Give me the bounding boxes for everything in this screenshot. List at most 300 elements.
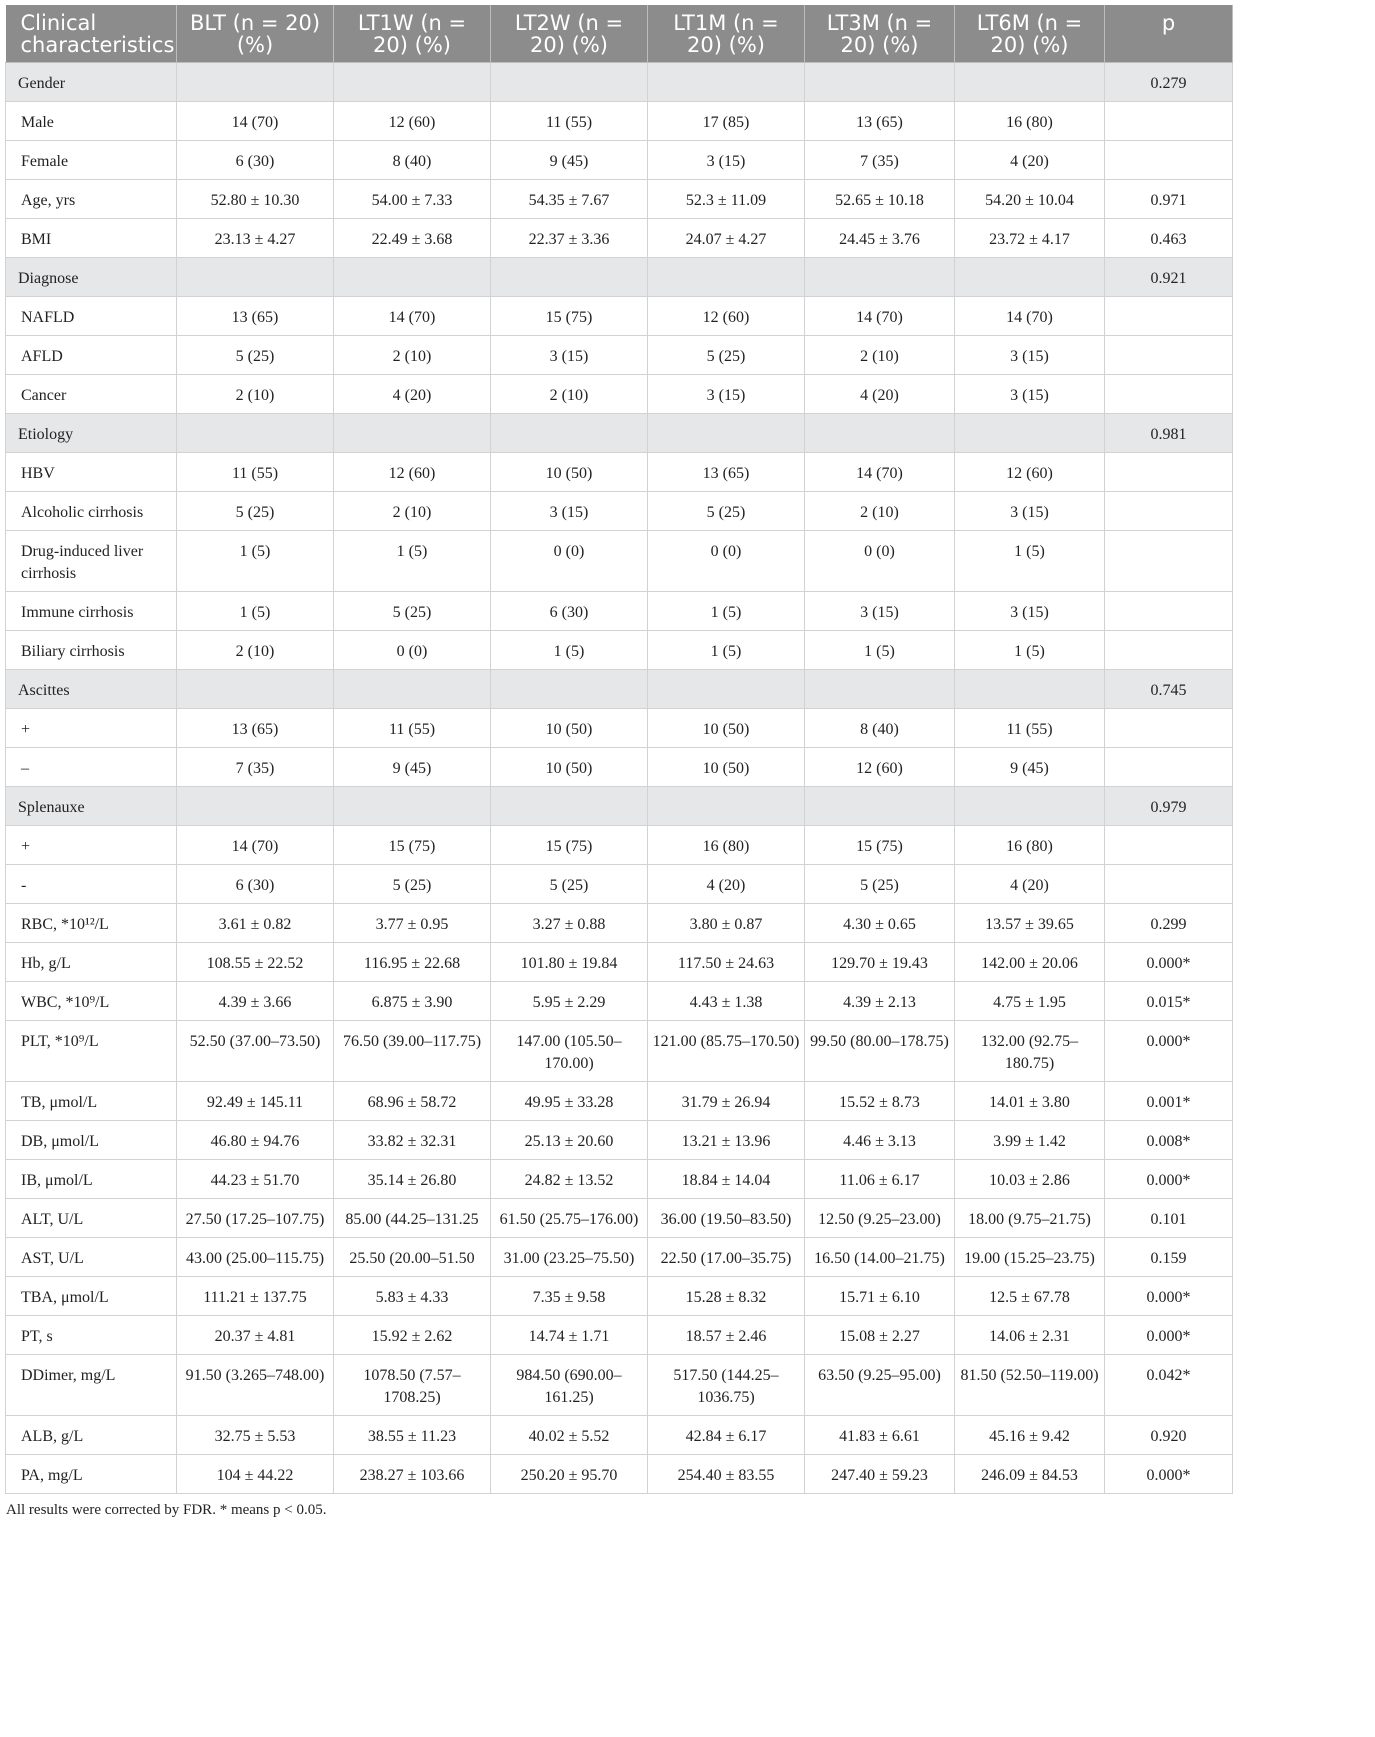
table-row: [6, 453, 1233, 492]
table-cell: 52.50 (37.00–73.50): [177, 1021, 334, 1082]
table-body: [6, 63, 1233, 1494]
table-cell: 13 (65): [177, 709, 334, 748]
table-cell: [491, 63, 648, 102]
table-cell: 142.00 ± 20.06: [955, 943, 1105, 982]
table-cell: 4.43 ± 1.38: [648, 982, 805, 1021]
table-cell: [177, 63, 334, 102]
table-cell: 15.92 ± 2.62: [334, 1316, 491, 1355]
table-cell: 15.08 ± 2.27: [805, 1316, 955, 1355]
table-cell: 31.00 (23.25–75.50): [491, 1238, 648, 1277]
table-row: [6, 748, 1233, 787]
row-label: Gender: [6, 63, 177, 102]
table-cell: 517.50 (144.25–1036.75): [648, 1355, 805, 1416]
p-value-cell: 0.159: [1105, 1238, 1233, 1277]
row-label: AST, U/L: [6, 1238, 177, 1277]
table-cell: [648, 670, 805, 709]
table-cell: 15.52 ± 8.73: [805, 1082, 955, 1121]
table-row: [6, 1160, 1233, 1199]
table-cell: 5 (25): [334, 592, 491, 631]
table-cell: 31.79 ± 26.94: [648, 1082, 805, 1121]
table-cell: 147.00 (105.50–170.00): [491, 1021, 648, 1082]
row-label: HBV: [6, 453, 177, 492]
table-cell: 121.00 (85.75–170.50): [648, 1021, 805, 1082]
table-row: [6, 982, 1233, 1021]
table-cell: 54.00 ± 7.33: [334, 180, 491, 219]
table-cell: [955, 787, 1105, 826]
table-cell: 63.50 (9.25–95.00): [805, 1355, 955, 1416]
table-row: [6, 1082, 1233, 1121]
table-cell: 1 (5): [491, 631, 648, 670]
table-cell: 0 (0): [334, 631, 491, 670]
p-value-cell: [1105, 297, 1233, 336]
table-cell: 3.77 ± 0.95: [334, 904, 491, 943]
table-cell: 116.95 ± 22.68: [334, 943, 491, 982]
table-cell: 5 (25): [177, 492, 334, 531]
table-cell: 3.80 ± 0.87: [648, 904, 805, 943]
table-cell: 1 (5): [648, 592, 805, 631]
table-cell: [334, 670, 491, 709]
table-cell: 4.46 ± 3.13: [805, 1121, 955, 1160]
table-row: [6, 492, 1233, 531]
table-cell: 10 (50): [491, 709, 648, 748]
table-cell: 14 (70): [955, 297, 1105, 336]
row-label: DB, μmol/L: [6, 1121, 177, 1160]
table-cell: 247.40 ± 59.23: [805, 1455, 955, 1494]
table-cell: 14 (70): [177, 826, 334, 865]
table-cell: 1 (5): [805, 631, 955, 670]
table-cell: 5 (25): [648, 336, 805, 375]
row-label: WBC, *10⁹/L: [6, 982, 177, 1021]
table-cell: 3 (15): [491, 336, 648, 375]
table-cell: 1 (5): [177, 592, 334, 631]
table-cell: 3.61 ± 0.82: [177, 904, 334, 943]
table-cell: 14 (70): [805, 297, 955, 336]
column-header: BLT (n = 20) (%): [177, 5, 334, 63]
table-cell: 111.21 ± 137.75: [177, 1277, 334, 1316]
table-cell: [334, 258, 491, 297]
table-cell: 13 (65): [648, 453, 805, 492]
table-cell: 12 (60): [334, 102, 491, 141]
table-cell: 85.00 (44.25–131.25: [334, 1199, 491, 1238]
table-cell: 7 (35): [805, 141, 955, 180]
table-cell: 15.71 ± 6.10: [805, 1277, 955, 1316]
table-cell: 984.50 (690.00–161.25): [491, 1355, 648, 1416]
table-cell: 1 (5): [955, 531, 1105, 592]
table-cell: 6 (30): [177, 865, 334, 904]
p-value-cell: 0.008*: [1105, 1121, 1233, 1160]
table-row: [6, 1021, 1233, 1082]
table-cell: 54.20 ± 10.04: [955, 180, 1105, 219]
p-value-cell: [1105, 336, 1233, 375]
table-cell: [177, 414, 334, 453]
table-cell: 81.50 (52.50–119.00): [955, 1355, 1105, 1416]
table-cell: [648, 787, 805, 826]
table-cell: 3 (15): [955, 336, 1105, 375]
row-label: PT, s: [6, 1316, 177, 1355]
table-cell: 1078.50 (7.57–1708.25): [334, 1355, 491, 1416]
table-cell: 9 (45): [491, 141, 648, 180]
table-cell: 24.07 ± 4.27: [648, 219, 805, 258]
table-cell: 27.50 (17.25–107.75): [177, 1199, 334, 1238]
table-cell: 22.50 (17.00–35.75): [648, 1238, 805, 1277]
table-cell: 15 (75): [334, 826, 491, 865]
table-row: [6, 1238, 1233, 1277]
row-label: Alcoholic cirrhosis: [6, 492, 177, 531]
table-cell: 14.06 ± 2.31: [955, 1316, 1105, 1355]
table-cell: [648, 414, 805, 453]
table-cell: 99.50 (80.00–178.75): [805, 1021, 955, 1082]
p-value-cell: [1105, 492, 1233, 531]
table-cell: 12 (60): [648, 297, 805, 336]
section-row: [6, 787, 1233, 826]
table-cell: 5.95 ± 2.29: [491, 982, 648, 1021]
table-cell: 3.27 ± 0.88: [491, 904, 648, 943]
table-cell: 18.57 ± 2.46: [648, 1316, 805, 1355]
table-cell: 22.49 ± 3.68: [334, 219, 491, 258]
p-value-cell: [1105, 141, 1233, 180]
table-cell: 11 (55): [177, 453, 334, 492]
table-cell: 11 (55): [334, 709, 491, 748]
table-cell: 3 (15): [491, 492, 648, 531]
table-cell: 3 (15): [805, 592, 955, 631]
row-label: Immune cirrhosis: [6, 592, 177, 631]
table-cell: 0 (0): [491, 531, 648, 592]
table-cell: 91.50 (3.265–748.00): [177, 1355, 334, 1416]
clinical-characteristics-table: [5, 5, 1233, 1494]
table-row: [6, 1277, 1233, 1316]
table-cell: 22.37 ± 3.36: [491, 219, 648, 258]
table-row: [6, 904, 1233, 943]
table-cell: 3 (15): [955, 375, 1105, 414]
table-cell: 132.00 (92.75–180.75): [955, 1021, 1105, 1082]
table-cell: 2 (10): [491, 375, 648, 414]
p-value-cell: 0.042*: [1105, 1355, 1233, 1416]
table-cell: [955, 670, 1105, 709]
table-row: [6, 336, 1233, 375]
table-cell: 32.75 ± 5.53: [177, 1416, 334, 1455]
table-cell: 246.09 ± 84.53: [955, 1455, 1105, 1494]
table-cell: 4 (20): [334, 375, 491, 414]
p-value-cell: 0.001*: [1105, 1082, 1233, 1121]
table-cell: 4.30 ± 0.65: [805, 904, 955, 943]
table-cell: [334, 414, 491, 453]
table-cell: 250.20 ± 95.70: [491, 1455, 648, 1494]
p-value-cell: [1105, 375, 1233, 414]
table-cell: [955, 258, 1105, 297]
row-label: ALB, g/L: [6, 1416, 177, 1455]
table-cell: 14.01 ± 3.80: [955, 1082, 1105, 1121]
table-cell: 5 (25): [491, 865, 648, 904]
table-cell: 2 (10): [177, 631, 334, 670]
table-cell: [648, 258, 805, 297]
table-cell: 35.14 ± 26.80: [334, 1160, 491, 1199]
section-row: [6, 414, 1233, 453]
p-value-cell: [1105, 453, 1233, 492]
table-cell: 3 (15): [955, 492, 1105, 531]
row-label: BMI: [6, 219, 177, 258]
table-cell: 6 (30): [177, 141, 334, 180]
table-cell: 4 (20): [955, 141, 1105, 180]
table-cell: 11 (55): [491, 102, 648, 141]
column-header: LT1W (n = 20) (%): [334, 5, 491, 63]
table-cell: 44.23 ± 51.70: [177, 1160, 334, 1199]
column-header: LT3M (n = 20) (%): [805, 5, 955, 63]
table-cell: 11.06 ± 6.17: [805, 1160, 955, 1199]
p-value-cell: [1105, 826, 1233, 865]
table-cell: 14 (70): [177, 102, 334, 141]
p-value-cell: [1105, 709, 1233, 748]
table-cell: 9 (45): [955, 748, 1105, 787]
table-cell: 4.39 ± 3.66: [177, 982, 334, 1021]
table-cell: [491, 258, 648, 297]
table-cell: 76.50 (39.00–117.75): [334, 1021, 491, 1082]
table-cell: [491, 414, 648, 453]
table-cell: 36.00 (19.50–83.50): [648, 1199, 805, 1238]
table-cell: 11 (55): [955, 709, 1105, 748]
column-header: Clinical characteristics: [6, 5, 177, 63]
row-label: +: [6, 826, 177, 865]
p-value-cell: 0.971: [1105, 180, 1233, 219]
row-label: DDimer, mg/L: [6, 1355, 177, 1416]
p-value-cell: [1105, 631, 1233, 670]
table-cell: 117.50 ± 24.63: [648, 943, 805, 982]
table-cell: 12 (60): [955, 453, 1105, 492]
table-cell: 24.82 ± 13.52: [491, 1160, 648, 1199]
table-cell: 14 (70): [334, 297, 491, 336]
row-label: PA, mg/L: [6, 1455, 177, 1494]
p-value-cell: [1105, 592, 1233, 631]
table-cell: [491, 787, 648, 826]
section-row: [6, 258, 1233, 297]
row-label: IB, μmol/L: [6, 1160, 177, 1199]
table-cell: 13.21 ± 13.96: [648, 1121, 805, 1160]
table-cell: 14 (70): [805, 453, 955, 492]
row-label: Diagnose: [6, 258, 177, 297]
table-row: [6, 141, 1233, 180]
table-cell: 15.28 ± 8.32: [648, 1277, 805, 1316]
table-cell: 5 (25): [648, 492, 805, 531]
table-cell: 5 (25): [805, 865, 955, 904]
table-row: [6, 709, 1233, 748]
table-cell: 10 (50): [491, 748, 648, 787]
table-cell: 5 (25): [177, 336, 334, 375]
table-cell: 23.72 ± 4.17: [955, 219, 1105, 258]
table-cell: 13 (65): [805, 102, 955, 141]
p-value-cell: 0.981: [1105, 414, 1233, 453]
table-cell: 54.35 ± 7.67: [491, 180, 648, 219]
section-row: [6, 63, 1233, 102]
table-cell: 12.50 (9.25–23.00): [805, 1199, 955, 1238]
p-value-cell: 0.000*: [1105, 943, 1233, 982]
table-cell: 4.75 ± 1.95: [955, 982, 1105, 1021]
p-value-cell: 0.979: [1105, 787, 1233, 826]
table-cell: 25.13 ± 20.60: [491, 1121, 648, 1160]
row-label: Cancer: [6, 375, 177, 414]
table-cell: [648, 63, 805, 102]
table-cell: 52.65 ± 10.18: [805, 180, 955, 219]
row-label: Drug-induced liver cirrhosis: [6, 531, 177, 592]
table-cell: 38.55 ± 11.23: [334, 1416, 491, 1455]
table-cell: 0 (0): [805, 531, 955, 592]
row-label: Age, yrs: [6, 180, 177, 219]
table-cell: 129.70 ± 19.43: [805, 943, 955, 982]
p-value-cell: 0.299: [1105, 904, 1233, 943]
table-cell: [805, 787, 955, 826]
table-cell: 12 (60): [334, 453, 491, 492]
p-value-cell: 0.101: [1105, 1199, 1233, 1238]
table-cell: [177, 258, 334, 297]
row-label: Hb, g/L: [6, 943, 177, 982]
table-cell: 0 (0): [648, 531, 805, 592]
table-cell: 17 (85): [648, 102, 805, 141]
table-cell: 23.13 ± 4.27: [177, 219, 334, 258]
table-cell: [955, 414, 1105, 453]
p-value-cell: 0.921: [1105, 258, 1233, 297]
table-cell: [177, 787, 334, 826]
p-value-cell: 0.000*: [1105, 1455, 1233, 1494]
table-cell: 16 (80): [648, 826, 805, 865]
table-cell: 49.95 ± 33.28: [491, 1082, 648, 1121]
p-value-cell: 0.000*: [1105, 1160, 1233, 1199]
row-label: Biliary cirrhosis: [6, 631, 177, 670]
table-cell: 10 (50): [648, 709, 805, 748]
p-value-cell: [1105, 748, 1233, 787]
row-label: +: [6, 709, 177, 748]
table-cell: 2 (10): [177, 375, 334, 414]
column-header: LT1M (n = 20) (%): [648, 5, 805, 63]
row-label: ALT, U/L: [6, 1199, 177, 1238]
table-cell: 7.35 ± 9.58: [491, 1277, 648, 1316]
table-row: [6, 943, 1233, 982]
table-row: [6, 1455, 1233, 1494]
row-label: RBC, *10¹²/L: [6, 904, 177, 943]
table-cell: 46.80 ± 94.76: [177, 1121, 334, 1160]
table-row: [6, 102, 1233, 141]
table-cell: [805, 670, 955, 709]
p-value-cell: 0.920: [1105, 1416, 1233, 1455]
table-row: [6, 865, 1233, 904]
row-label: Ascittes: [6, 670, 177, 709]
table-cell: 24.45 ± 3.76: [805, 219, 955, 258]
table-cell: [491, 670, 648, 709]
table-row: [6, 826, 1233, 865]
table-cell: 2 (10): [334, 336, 491, 375]
row-label: Splenauxe: [6, 787, 177, 826]
table-cell: 10 (50): [491, 453, 648, 492]
table-row: [6, 631, 1233, 670]
table-cell: 12 (60): [805, 748, 955, 787]
table-cell: 2 (10): [805, 492, 955, 531]
table-cell: 41.83 ± 6.61: [805, 1416, 955, 1455]
table-cell: 25.50 (20.00–51.50: [334, 1238, 491, 1277]
p-value-cell: 0.015*: [1105, 982, 1233, 1021]
table-cell: 20.37 ± 4.81: [177, 1316, 334, 1355]
table-cell: 18.00 (9.75–21.75): [955, 1199, 1105, 1238]
table-cell: 33.82 ± 32.31: [334, 1121, 491, 1160]
table-cell: 52.3 ± 11.09: [648, 180, 805, 219]
table-cell: 14.74 ± 1.71: [491, 1316, 648, 1355]
table-container: [5, 5, 1232, 1519]
table-cell: 15 (75): [805, 826, 955, 865]
table-cell: 43.00 (25.00–115.75): [177, 1238, 334, 1277]
table-cell: [805, 258, 955, 297]
row-label: Etiology: [6, 414, 177, 453]
section-row: [6, 670, 1233, 709]
table-row: [6, 375, 1233, 414]
table-row: [6, 1416, 1233, 1455]
table-cell: 7 (35): [177, 748, 334, 787]
row-label: TB, μmol/L: [6, 1082, 177, 1121]
row-label: Male: [6, 102, 177, 141]
table-row: [6, 219, 1233, 258]
table-footnote: All results were corrected by FDR. * means p < 0.05.: [6, 1502, 327, 1518]
table-cell: 18.84 ± 14.04: [648, 1160, 805, 1199]
table-cell: 3 (15): [648, 141, 805, 180]
table-cell: 19.00 (15.25–23.75): [955, 1238, 1105, 1277]
table-cell: 16.50 (14.00–21.75): [805, 1238, 955, 1277]
p-value-cell: 0.463: [1105, 219, 1233, 258]
p-value-cell: 0.000*: [1105, 1316, 1233, 1355]
table-cell: 16 (80): [955, 102, 1105, 141]
table-cell: 238.27 ± 103.66: [334, 1455, 491, 1494]
table-cell: [334, 63, 491, 102]
table-cell: 1 (5): [334, 531, 491, 592]
table-cell: [955, 63, 1105, 102]
table-cell: 61.50 (25.75–176.00): [491, 1199, 648, 1238]
p-value-cell: [1105, 102, 1233, 141]
table-cell: 13.57 ± 39.65: [955, 904, 1105, 943]
p-value-cell: [1105, 865, 1233, 904]
table-cell: 6 (30): [491, 592, 648, 631]
row-label: -: [6, 865, 177, 904]
table-cell: 15 (75): [491, 297, 648, 336]
table-cell: 40.02 ± 5.52: [491, 1416, 648, 1455]
table-row: [6, 1355, 1233, 1416]
table-cell: 4 (20): [955, 865, 1105, 904]
table-row: [6, 531, 1233, 592]
table-cell: 10 (50): [648, 748, 805, 787]
table-cell: 9 (45): [334, 748, 491, 787]
table-cell: 8 (40): [805, 709, 955, 748]
table-row: [6, 1316, 1233, 1355]
p-value-cell: [1105, 531, 1233, 592]
table-row: [6, 297, 1233, 336]
p-value-cell: 0.000*: [1105, 1021, 1233, 1082]
p-value-cell: 0.000*: [1105, 1277, 1233, 1316]
table-cell: [805, 63, 955, 102]
row-label: –: [6, 748, 177, 787]
table-cell: 6.875 ± 3.90: [334, 982, 491, 1021]
table-cell: 1 (5): [955, 631, 1105, 670]
table-row: [6, 1199, 1233, 1238]
table-cell: [177, 670, 334, 709]
table-cell: 2 (10): [334, 492, 491, 531]
table-cell: 101.80 ± 19.84: [491, 943, 648, 982]
table-cell: 4.39 ± 2.13: [805, 982, 955, 1021]
column-header: LT6M (n = 20) (%): [955, 5, 1105, 63]
column-header: LT2W (n = 20) (%): [491, 5, 648, 63]
table-cell: 15 (75): [491, 826, 648, 865]
table-cell: 8 (40): [334, 141, 491, 180]
table-cell: 3 (15): [648, 375, 805, 414]
table-cell: 3 (15): [955, 592, 1105, 631]
table-cell: 104 ± 44.22: [177, 1455, 334, 1494]
table-row: [6, 1121, 1233, 1160]
table-cell: 68.96 ± 58.72: [334, 1082, 491, 1121]
row-label: NAFLD: [6, 297, 177, 336]
table-cell: 1 (5): [648, 631, 805, 670]
table-cell: 12.5 ± 67.78: [955, 1277, 1105, 1316]
